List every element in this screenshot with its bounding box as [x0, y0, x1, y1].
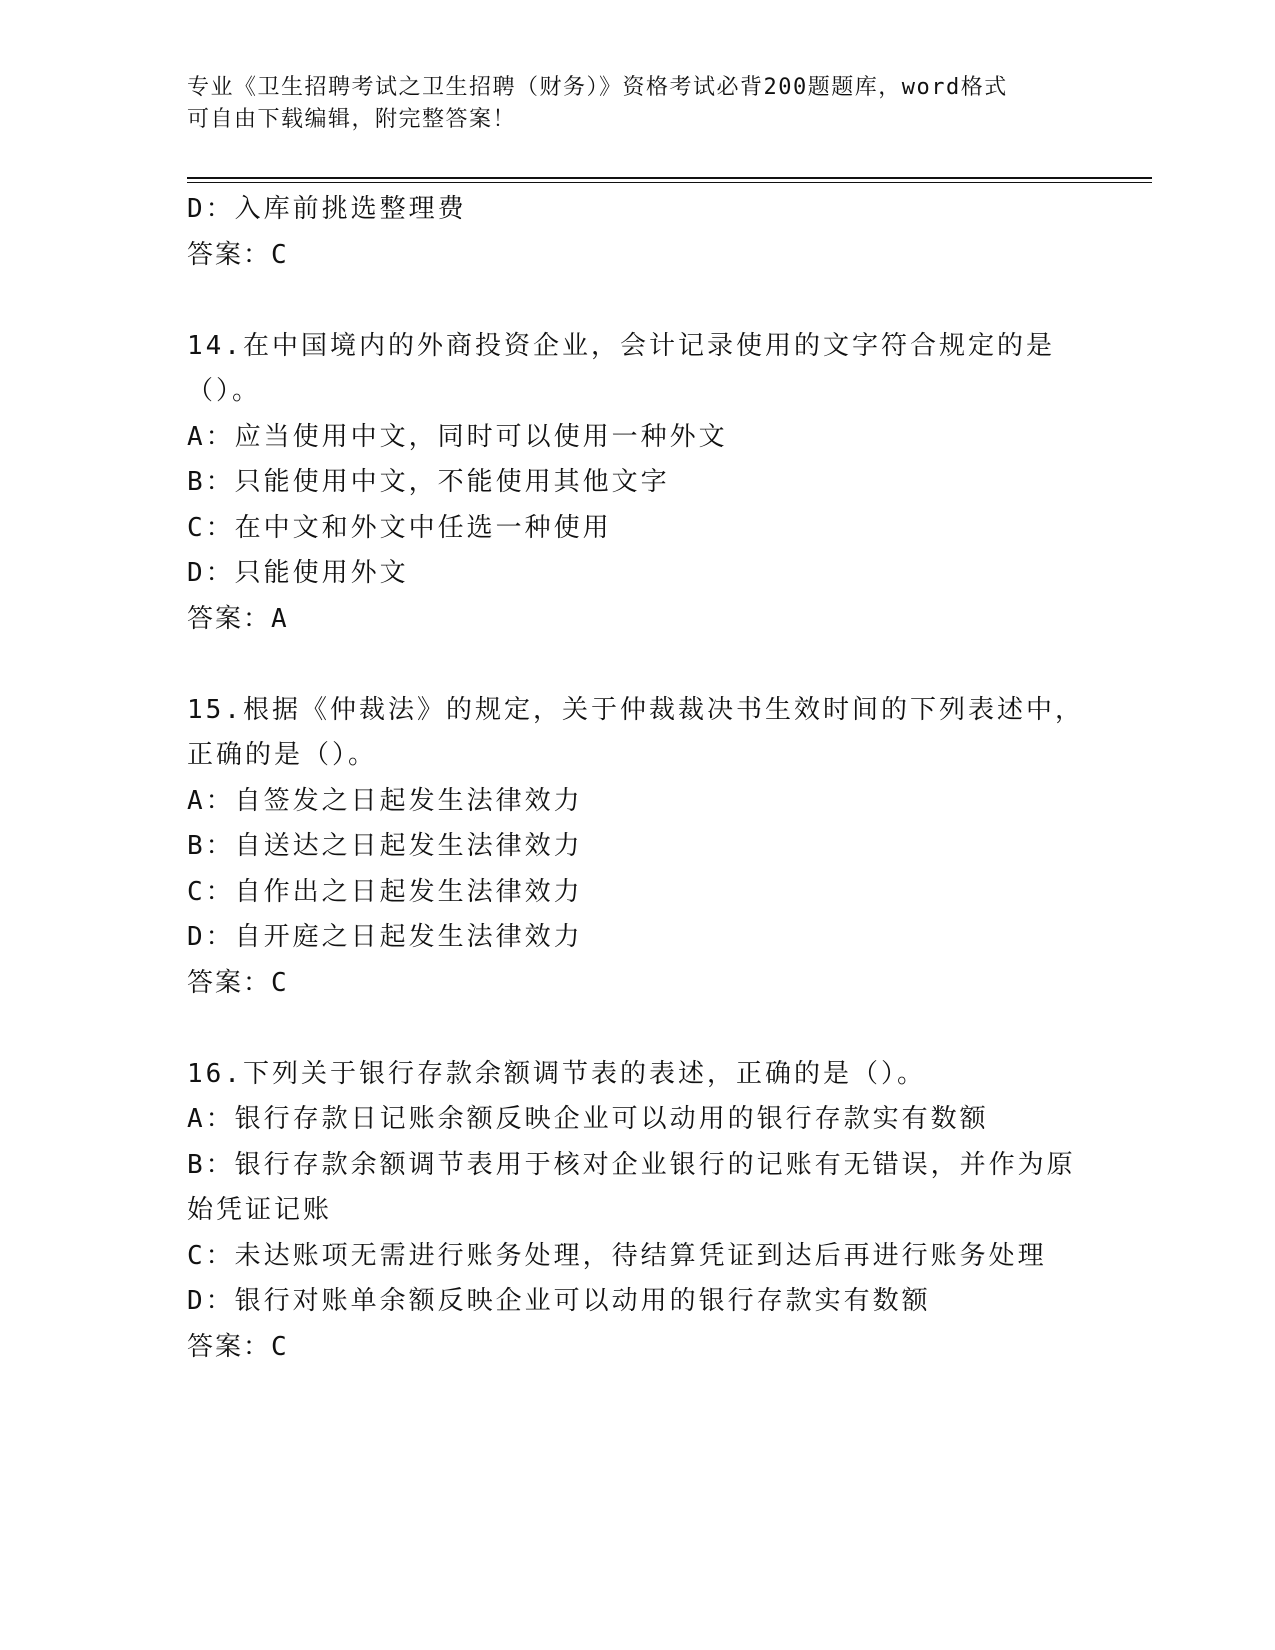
answer: 答案：C — [187, 239, 289, 270]
header-divider-thin — [187, 182, 1152, 183]
option-d: D：银行对账单余额反映企业可以动用的银行存款实有数额 — [187, 1286, 931, 1316]
question-16 — [187, 1052, 1087, 1371]
header-divider-thick — [187, 177, 1152, 179]
answer: 答案：A — [187, 603, 289, 634]
question-stem: 16.下列关于银行存款余额调节表的表述，正确的是（）。 — [187, 1058, 926, 1089]
option-d: D：自开庭之日起发生法律效力 — [187, 922, 583, 952]
spacer — [187, 1006, 1087, 1052]
spacer — [187, 278, 1087, 324]
question-stem: 15.根据《仲裁法》的规定，关于仲裁裁决书生效时间的下列表述中，正确的是（）。 — [187, 694, 1084, 770]
option-b: B：只能使用中文，不能使用其他文字 — [187, 467, 670, 497]
option-c: C：在中文和外文中任选一种使用 — [187, 512, 612, 543]
option-b: B：银行存款余额调节表用于核对企业银行的记账有无错误，并作为原始凭证记账 — [187, 1149, 1076, 1225]
header-line-2: 可自由下载编辑，附完整答案！ — [187, 107, 517, 132]
option-c: C：未达账项无需进行账务处理，待结算凭证到达后再进行账务处理 — [187, 1240, 1047, 1271]
option-c: C：自作出之日起发生法律效力 — [187, 876, 583, 907]
option-d: D：只能使用外文 — [187, 558, 409, 588]
document-header — [187, 72, 1067, 136]
option-a: A：自签发之日起发生法律效力 — [187, 785, 583, 816]
question-stem: 14.在中国境内的外商投资企业，会计记录使用的文字符合规定的是（）。 — [187, 330, 1055, 406]
answer: 答案：C — [187, 1331, 289, 1362]
answer: 答案：C — [187, 967, 289, 998]
option-d: D：入库前挑选整理费 — [187, 194, 467, 224]
question-15 — [187, 688, 1087, 1007]
spacer — [187, 642, 1087, 688]
option-b: B：自送达之日起发生法律效力 — [187, 831, 583, 861]
option-a: A：应当使用中文，同时可以使用一种外文 — [187, 421, 728, 452]
previous-question-tail — [187, 187, 1087, 278]
option-a: A：银行存款日记账余额反映企业可以动用的银行存款实有数额 — [187, 1104, 989, 1134]
question-14 — [187, 324, 1087, 643]
header-line-1: 专业《卫生招聘考试之卫生招聘（财务）》资格考试必背200题题库，word格式 — [187, 75, 1008, 100]
document-body — [187, 187, 1087, 1370]
